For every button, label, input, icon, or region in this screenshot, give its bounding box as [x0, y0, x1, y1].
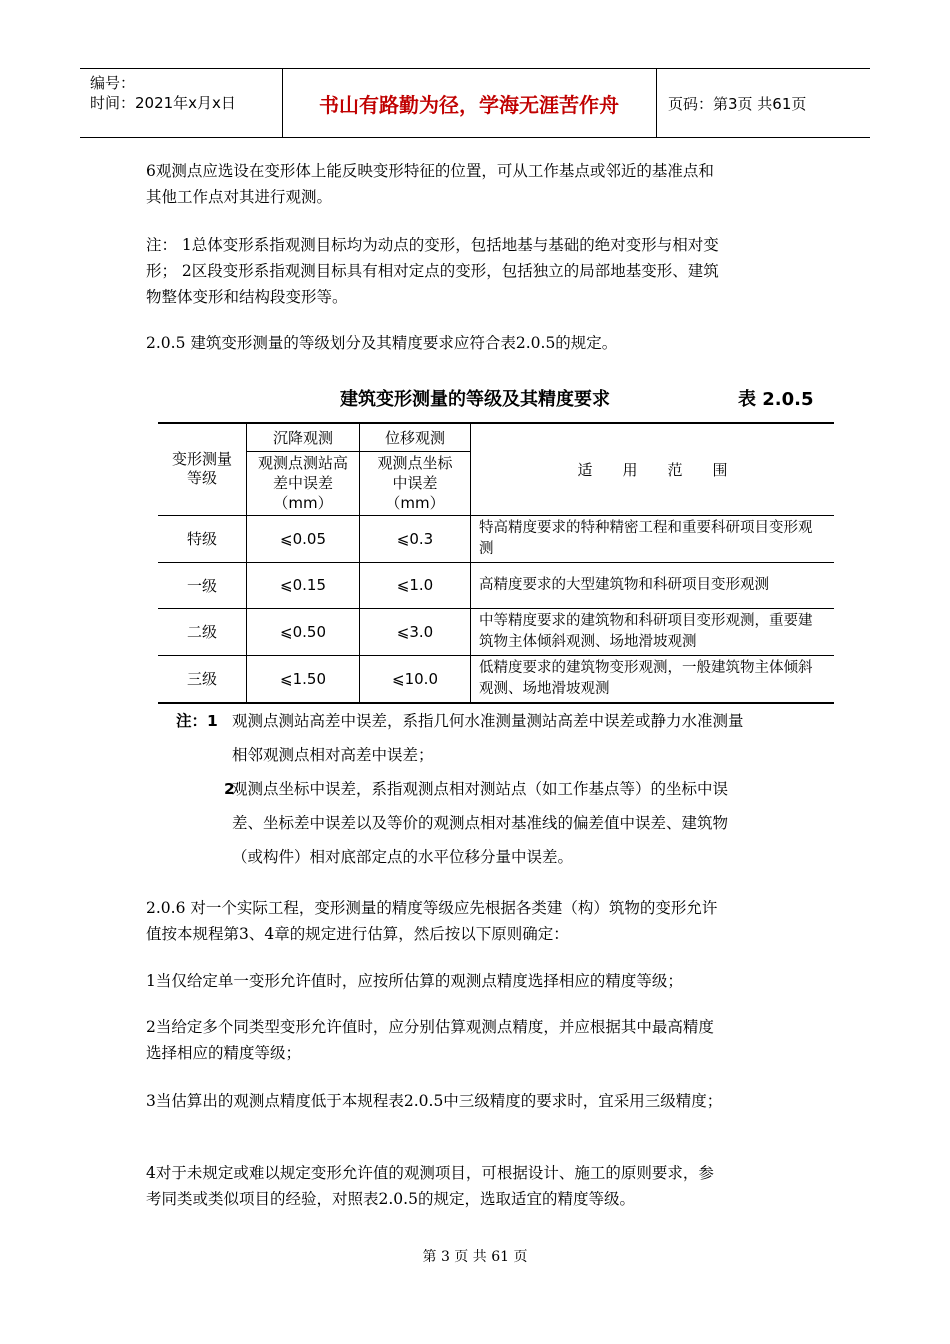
- note-paragraph: [146, 232, 806, 310]
- paragraph-line: 物整体变形和结构段变形等。: [146, 288, 348, 306]
- rule-3: 3当估算出的观测点精度低于本规程表2.0.5中三级精度的要求时，宜采用三级精度；: [146, 1092, 723, 1110]
- row-displacement: ⩽3.0: [360, 608, 471, 655]
- header-settlement-sub: 观测点测站高差中误差（mm）: [247, 451, 360, 515]
- paragraph-2-0-6: [146, 895, 806, 947]
- table-number: 表 2.0.5: [738, 389, 814, 410]
- header-grade: 变形测量等级: [158, 423, 247, 515]
- paragraph-line: 选择相应的精度等级；: [146, 1044, 302, 1062]
- table-note-1: [176, 704, 846, 772]
- precision-table: [158, 422, 834, 704]
- paragraph-2-0-5: 2.0.5 建筑变形测量的等级划分及其精度要求应符合表2.0.5的规定。: [146, 334, 618, 352]
- rule-2: [146, 1014, 806, 1066]
- row-displacement: ⩽10.0: [360, 655, 471, 703]
- rule-4: [146, 1160, 806, 1212]
- paragraph-line: 考同类或类似项目的经验，对照表2.0.5的规定，选取适宜的精度等级。: [146, 1190, 635, 1208]
- paragraph-line: 形； 2区段变形系指观测目标具有相对定点的变形，包括独立的局部地基变形、建筑: [146, 262, 719, 280]
- header-number: 编号：: [90, 74, 136, 92]
- row-displacement: ⩽1.0: [360, 562, 471, 608]
- table-row: [158, 515, 834, 562]
- row-settlement: ⩽0.15: [247, 562, 360, 608]
- header-page-info: 页码：第3页 共61页: [668, 94, 807, 113]
- header-scope: 适 用 范 围: [471, 423, 835, 515]
- table-row: [158, 608, 834, 655]
- table-row: [158, 655, 834, 703]
- table-title: 建筑变形测量的等级及其精度要求: [340, 389, 610, 410]
- paragraph-6: [146, 158, 806, 210]
- paragraph-line: 其他工作点对其进行观测。: [146, 188, 333, 206]
- row-settlement: ⩽1.50: [247, 655, 360, 703]
- row-scope: 低精度要求的建筑物变形观测，一般建筑物主体倾斜观测、场地滑坡观测: [471, 655, 835, 703]
- table-row: [158, 562, 834, 608]
- note-label: 2: [224, 780, 235, 798]
- row-grade: 特级: [158, 515, 247, 562]
- row-settlement: ⩽0.05: [247, 515, 360, 562]
- header-displacement-sub: 观测点坐标中误差（mm）: [360, 451, 471, 515]
- table-note-2: [176, 772, 846, 874]
- note-text: 相邻观测点相对高差中误差；: [232, 746, 434, 764]
- paragraph-line: 6观测点应选设在变形体上能反映变形特征的位置，可从工作基点或邻近的基准点和: [146, 162, 714, 180]
- paragraph-line: 2当给定多个同类型变形允许值时，应分别估算观测点精度，并应根据其中最高精度: [146, 1018, 714, 1036]
- header-time: 时间：2021年x月x日: [90, 94, 236, 112]
- paragraph-line: 注： 1总体变形系指观测目标均为动点的变形，包括地基与基础的绝对变形与相对变: [146, 236, 719, 254]
- row-grade: 三级: [158, 655, 247, 703]
- header-motto: 书山有路勤为径，学海无涯苦作舟: [282, 69, 657, 137]
- header-meta: [80, 69, 283, 137]
- header-displacement: 位移观测: [360, 423, 471, 451]
- row-scope: 特高精度要求的特种精密工程和重要科研项目变形观测: [471, 515, 835, 562]
- note-text: 差、坐标差中误差以及等价的观测点相对基准线的偏差值中误差、建筑物: [232, 814, 729, 832]
- row-displacement: ⩽0.3: [360, 515, 471, 562]
- page-footer: 第 3 页 共 61 页: [422, 1249, 528, 1265]
- row-scope: 中等精度要求的建筑物和科研项目变形观测，重要建筑物主体倾斜观测、场地滑坡观测: [471, 608, 835, 655]
- paragraph-line: 值按本规程第3、4章的规定进行估算，然后按以下原则确定：: [146, 925, 569, 943]
- note-text: 观测点坐标中误差，系指观测点相对测站点（如工作基点等）的坐标中误: [232, 780, 729, 798]
- note-text: 观测点测站高差中误差，系指几何水准测量测站高差中误差或静力水准测量: [232, 712, 744, 730]
- row-grade: 二级: [158, 608, 247, 655]
- rule-1: 1当仅给定单一变形允许值时，应按所估算的观测点精度选择相应的精度等级；: [146, 972, 683, 990]
- note-label: 注：1: [176, 712, 218, 730]
- page-header: [80, 68, 870, 138]
- paragraph-line: 4对于未规定或难以规定变形允许值的观测项目，可根据设计、施工的原则要求，参: [146, 1164, 714, 1182]
- row-settlement: ⩽0.50: [247, 608, 360, 655]
- row-scope: 高精度要求的大型建筑物和科研项目变形观测: [471, 562, 835, 608]
- note-text: （或构件）相对底部定点的水平位移分量中误差。: [232, 848, 574, 866]
- row-grade: 一级: [158, 562, 247, 608]
- header-settlement: 沉降观测: [247, 423, 360, 451]
- paragraph-line: 2.0.6 对一个实际工程，变形测量的精度等级应先根据各类建（构）筑物的变形允许: [146, 899, 718, 917]
